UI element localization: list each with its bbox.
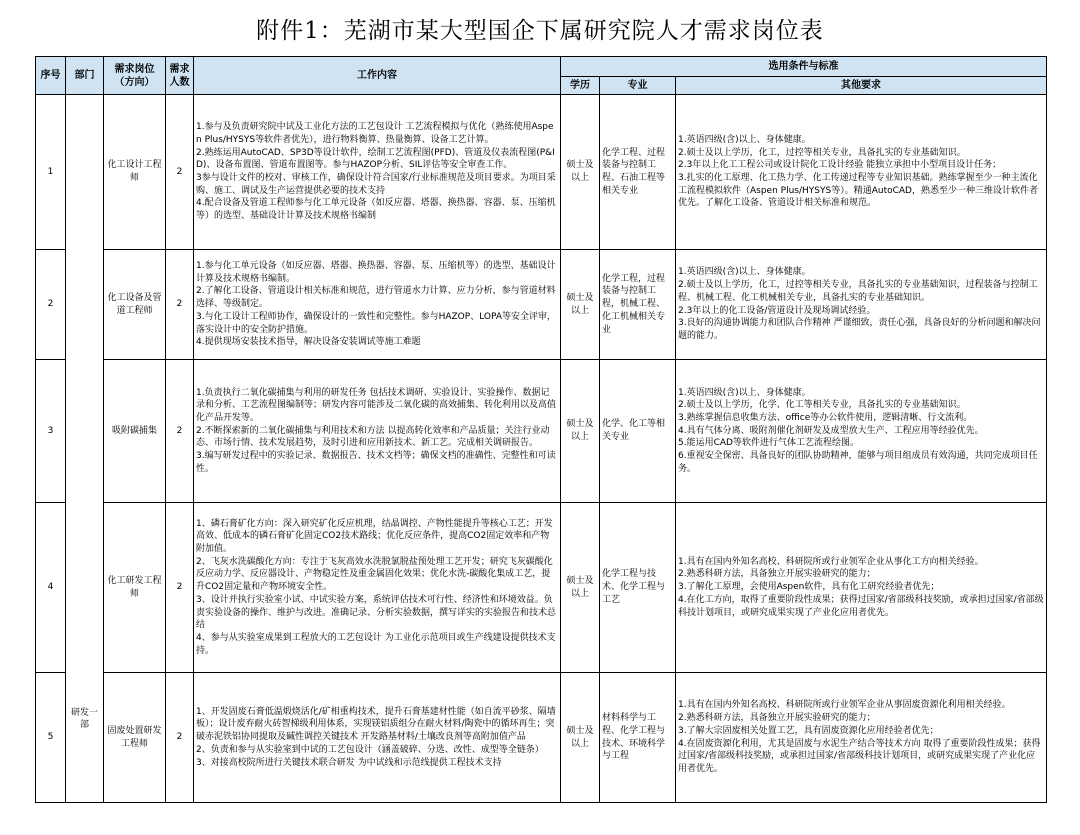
requirement-item: 5.能运用CAD等软件进行气体工艺流程绘图。 bbox=[678, 438, 859, 449]
cell-department: 研发一部 bbox=[66, 95, 104, 803]
table-row bbox=[36, 673, 1047, 803]
requirement-item: 2.3年以上的化工设备/管道设计及现场调试经验。 bbox=[678, 305, 876, 316]
cell-position: 吸附碳捕集 bbox=[104, 360, 166, 503]
cell-other-requirements bbox=[676, 673, 1047, 803]
requirement-item: 3.扎实的化工原理、化工热力学、化工传递过程等专业知识基础。熟练掌握至少一种主流化工流程模拟软件（Aspen Plus/HYSYS等）。精通AutoCAD，熟悉至少一种三维设计软件者优先。了解化工设备、管道设计相关标准和规范。 bbox=[678, 173, 1038, 209]
requirement-item: 2.硕士及以上学历，化工，过控等相关专业，具备扎实的专业基础知识。 bbox=[678, 147, 966, 158]
work-item: 4、参与从实验室成果到工程放大的工艺包设计 为工业化示范项目或生产线建设提供技术支持。 bbox=[196, 632, 556, 656]
cell-count: 2 bbox=[166, 503, 194, 673]
work-item: 2、飞灰水洗碳酸化方向：专注于飞灰高效水洗脱氯脱盐预处理工艺开发；研究飞灰碳酸化反应动力学、反应器设计、产物稳定性及重金属固化效果；优化水洗-碳酸化集成工艺，提升CO2固定量和产物环境安全性。 bbox=[196, 556, 553, 593]
cell-education: 硕士及以上 bbox=[561, 673, 600, 803]
header-major: 专业 bbox=[600, 77, 676, 95]
cell-seq: 5 bbox=[36, 673, 66, 803]
cell-major: 化学工程，过程装备与控制工程，机械工程、化工机械相关专业 bbox=[600, 250, 676, 360]
cell-seq: 1 bbox=[36, 95, 66, 250]
cell-position: 化工研发工程师 bbox=[104, 503, 166, 673]
cell-position: 化工设计工程师 bbox=[104, 95, 166, 250]
work-item: 2、负责和参与从实验室到中试的工艺包设计（涵盖破碎、分选、改性、成型等全链条） bbox=[196, 744, 544, 755]
requirement-item: 2.3年以上化工工程公司或设计院化工设计经验 能独立承担中小型项目设计任务； bbox=[678, 160, 1002, 171]
cell-major: 化学、化工等相关专业 bbox=[600, 360, 676, 503]
cell-count: 2 bbox=[166, 95, 194, 250]
work-item: 4.配合设备及管道工程师参与化工单元设备（如反应器、塔器、换热器、容器、泵、压缩机等）的选型、基础设计计算及技术规格书编制 bbox=[196, 198, 556, 222]
requirement-item: 6.重视安全保密、具备良好的团队协助精神，能够与项目组成员有效沟通，共同完成项目任务。 bbox=[678, 451, 1038, 474]
requirement-item: 3.良好的沟通协调能力和团队合作精神 严谨细致，责任心强，具备良好的分析问题和解决问题的能力。 bbox=[678, 318, 1041, 341]
requirement-item: 1.英语四级(含)以上、身体健康。 bbox=[678, 267, 811, 278]
cell-seq: 3 bbox=[36, 360, 66, 503]
job-requirements-table bbox=[35, 56, 1047, 803]
page-title: 附件1：芜湖市某大型国企下属研究院人才需求岗位表 bbox=[256, 18, 824, 44]
cell-major: 化学工程、过程装备与控制工程、石油工程等相关专业 bbox=[600, 95, 676, 250]
cell-seq: 4 bbox=[36, 503, 66, 673]
cell-major: 材料科学与工程、化学工程与技术、环境科学与工程 bbox=[600, 673, 676, 803]
work-item: 1、开发固废石膏低温煅烧活化/矿相重构技术，提升石膏基建材性能（如自流平砂浆、隔墙板）；设计废弃耐火砖智梯级利用体系，实现镁铝质组分在耐火材料/陶瓷中的循环再生；突破赤泥铁铝协同提取及碱性调控关键技术 开发路基材料/土壤改良剂等高附加值产品 bbox=[196, 706, 556, 743]
cell-education: 硕士及以上 bbox=[561, 360, 600, 503]
cell-position: 化工设备及管道工程师 bbox=[104, 250, 166, 360]
header-criteria: 选用条件与标准 bbox=[561, 57, 1047, 77]
cell-other-requirements bbox=[676, 503, 1047, 673]
header-dept: 部门 bbox=[66, 57, 104, 95]
cell-count: 2 bbox=[166, 250, 194, 360]
requirement-item: 2.硕士及以上学历，化工，过控等相关专业，具备扎实的专业基础知识，过程装备与控制工程、机械工程、化工机械相关专业，具备扎实的专业基础知识。 bbox=[678, 280, 1038, 303]
work-item: 3、设计并执行实验室小试、中试实验方案，系统评估技术可行性、经济性和环境效益。负责实验设备的操作、维护与改进。准确记录、分析实验数据，撰写详实的实验报告和技术总结 bbox=[196, 594, 557, 631]
table-row bbox=[36, 95, 1047, 250]
header-work: 工作内容 bbox=[194, 57, 561, 95]
work-item: 2.不断探索新的二氧化碳捕集与利用技术和方法 以提高转化效率和产品质量；关注行业动态、市场行情、技术发展趋势，及时引进和应用新技术、新工艺。完成相关调研报告。 bbox=[196, 425, 550, 449]
table-row bbox=[36, 503, 1047, 673]
work-item: 2.熟练运用AutoCAD、SP3D等设计软件，绘制工艺流程图(PFD)、管道及仪表流程图(P&ID)、设备布置图、管道布置图等。参与HAZOP分析、SIL评估等安全审查工作。 bbox=[196, 147, 555, 171]
work-item: 2.了解化工设备、管道设计相关标准和规范，进行管道水力计算、应力分析，参与管道材料选择、等级制定。 bbox=[196, 286, 556, 310]
cell-position: 固废处置研发工程师 bbox=[104, 673, 166, 803]
requirement-item: 1.英语四级(含)以上、身体健康。 bbox=[678, 134, 811, 145]
requirement-item: 4.在固废资源化利用，尤其是固废与水泥生产结合等技术方向 取得了重要阶段性成果；获得过国家/省部级科技奖励，或承担过国家/省部级科技计划项目，或研究成果实现了产业化应用者优先。 bbox=[678, 738, 1041, 774]
cell-other-requirements bbox=[676, 95, 1047, 250]
cell-work-content bbox=[194, 95, 561, 250]
header-position: 需求岗位（方向） bbox=[104, 57, 166, 95]
work-item: 3、对接高校院所进行关键技术联合研发 为中试线和示范线提供工程技术支持 bbox=[196, 757, 502, 768]
header-other: 其他要求 bbox=[676, 77, 1047, 95]
work-item: 3.编写研发过程中的实验记录、数据报告、技术文档等；确保文档的准确性、完整性和可读性。 bbox=[196, 451, 556, 474]
cell-work-content bbox=[194, 250, 561, 360]
table-row bbox=[36, 250, 1047, 360]
header-education: 学历 bbox=[561, 77, 600, 95]
requirement-item: 1.具有在国内外知名高校、科研院所或行业领军企业从事固废资源化利用相关经验。 bbox=[678, 700, 1011, 711]
work-item: 1.负责执行二氧化碳捕集与利用的研发任务 包括技术调研、实验设计、实验操作、数据记录和分析、工艺流程图编制等；研发内容可能涉及二氧化碳的高效捕集、转化利用以及高值化产品开发等。 bbox=[196, 387, 557, 423]
cell-other-requirements bbox=[676, 360, 1047, 503]
cell-work-content bbox=[194, 673, 561, 803]
requirement-item: 3.了解大宗固废相关处置工艺，具有固废资源化应用经验者优先； bbox=[678, 725, 939, 736]
cell-education: 硕士及以上 bbox=[561, 250, 600, 360]
work-item: 1、磷石膏矿化方向：深入研究矿化反应机理，结晶调控、产物性能提升等核心工艺；开发高效、低成本的磷石膏矿化固定CO2技术路线；优化反应条件，提高CO2固定效率和产物附加值。 bbox=[196, 518, 553, 555]
work-item: 3参与设计文件的校对、审核工作，确保设计符合国家/行业标准规范及项目要求。为项目采购、施工、调试及生产运营提供必要的技术支持 bbox=[196, 173, 556, 196]
table-row bbox=[36, 360, 1047, 503]
cell-work-content bbox=[194, 503, 561, 673]
requirement-item: 4.在化工方向，取得了重要阶段性成果；获得过国家/省部级科技奖励，或承担过国家/省部级科技计划项目，或研究成果实现了产业化应用者优先。 bbox=[678, 594, 1044, 618]
cell-education: 硕士及以上 bbox=[561, 95, 600, 250]
requirement-item: 4.具有气体分离、吸附剂催化剂研发及成型放大生产、工程应用等经验优先。 bbox=[678, 425, 984, 436]
cell-count: 2 bbox=[166, 673, 194, 803]
requirement-item: 1.具有在国内外知名高校、科研院所或行业领军企业从事化工方向相关经验。 bbox=[678, 556, 984, 567]
requirement-item: 1.英语四级(含)以上、身体健康。 bbox=[678, 387, 811, 398]
header-count: 需求人数 bbox=[166, 57, 194, 95]
cell-seq: 2 bbox=[36, 250, 66, 360]
cell-count: 2 bbox=[166, 360, 194, 503]
requirement-item: 2.熟悉科研方法，具备独立开展实验研究的能力； bbox=[678, 569, 876, 580]
cell-education: 硕士及以上 bbox=[561, 503, 600, 673]
cell-major: 化学工程与技术、化学工程与工艺 bbox=[600, 503, 676, 673]
work-item: 1.参与及负责研究院中试及工业化方法的工艺包设计 工艺流程模拟与优化（熟练使用Aspen Plus/HYSYS等软件者优先），进行物料衡算、热量衡算、设备工艺计算。 bbox=[196, 122, 554, 145]
header-seq: 序号 bbox=[36, 57, 66, 95]
requirement-item: 2.硕士及以上学历，化学、化工等相关专业，具备扎实的专业基础知识。 bbox=[678, 400, 966, 411]
requirement-item: 3.了解化工原理，会使用Aspen软件，具有化工研究经验者优先； bbox=[678, 582, 940, 593]
requirement-item: 3.熟练掌握信息收集方法、office等办公软件使用，逻辑清晰、行文流利。 bbox=[678, 412, 973, 423]
cell-work-content bbox=[194, 360, 561, 503]
work-item: 1.参与化工单元设备（如反应器、塔器、换热器、容器、泵、压缩机等）的选型、基础设计计算及技术规格书编制。 bbox=[196, 261, 556, 284]
work-item: 3.与化工设计工程师协作，确保设计的一致性和完整性。参与HAZOP、LOPA等安全评审，落实设计中的安全防护措施。 bbox=[196, 311, 556, 335]
requirement-item: 2.熟悉科研方法，具备独立开展实验研究的能力； bbox=[678, 713, 876, 724]
cell-other-requirements bbox=[676, 250, 1047, 360]
work-item: 4.提供现场安装技术指导，解决设备安装调试等施工难题 bbox=[196, 337, 421, 348]
